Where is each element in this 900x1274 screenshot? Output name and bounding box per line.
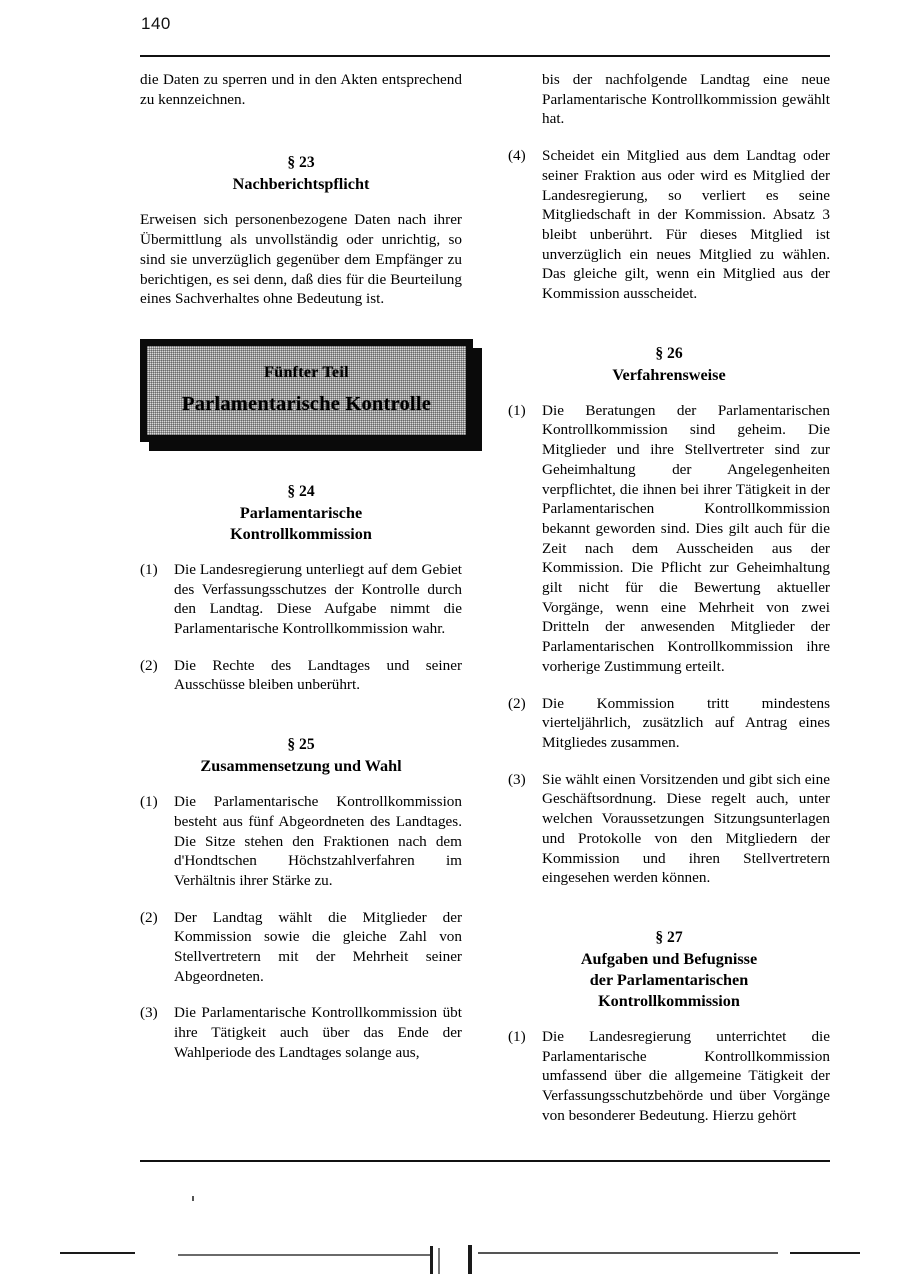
- item-marker: (1): [140, 560, 158, 578]
- section-25-item-2: [140, 908, 462, 987]
- section-heading-23: [140, 152, 462, 195]
- item-marker: (1): [140, 793, 158, 811]
- section-number-27: § 27: [655, 928, 683, 946]
- scan-artifact-line: [60, 1252, 135, 1254]
- section-title-26: Verfahrensweise: [612, 365, 726, 384]
- scan-artifact-line: [478, 1252, 778, 1254]
- right-column: [508, 70, 830, 1142]
- section-number-23: § 23: [287, 154, 315, 172]
- item-text: Die Beratungen der Parlamentarischen Kontrollkommission sind geheim. Die Mitglieder und ihre Stellvertreter sind zur Geheimhaltung der Angelegenheiten verpflichtet, die ihnen bei ihrer Tätigkeit in der Parlamentarischen Kontrollkommission bekannt geworden sind. Dies gilt auch für die Zeit nach dem Ausscheiden aus der Kommission. Die Pflicht zur Geheimhaltung gilt nicht für die Bewertung aktueller Vorgänge, wenn eine Mehrheit von zwei Dritteln der anwesenden Mitglieder der Parlamentarischen Kontrollkommission ihre vorherige Zustimmung erteilt.: [542, 401, 830, 675]
- section-26-item-1: [508, 401, 830, 677]
- item-marker: (2): [508, 694, 526, 712]
- item-text: Die Parlamentarische Kontrollkommission besteht aus fünf Abgeordneten des Landtages. Die Sitze stehen den Fraktionen nach dem d'Hondtschen Höchstzahlverfahren im Verhältnis ihrer Stärke zu.: [174, 793, 462, 889]
- item-marker: (2): [140, 908, 158, 926]
- spacer: [508, 321, 830, 343]
- footer-rule: [140, 1160, 830, 1162]
- section-25-item-4: [508, 146, 830, 304]
- item-marker: (3): [140, 1004, 158, 1022]
- item-text: Die Landesregierung unterliegt auf dem Gebiet des Verfassungsschutzes der Kontrolle durch den Landtag. Diese Aufgabe nimmt die Parlamentarische Kontrollkommission wahr.: [174, 560, 462, 638]
- part-title-box: [140, 339, 462, 451]
- continued-paragraph-left: die Daten zu sperren und in den Akten entsprechend zu kennzeichnen.: [140, 71, 462, 108]
- part-title-box-frame: [140, 339, 473, 442]
- item-text: Die Parlamentarische Kontrollkommission übt ihre Tätigkeit auch über das Ende der Wahlperiode des Landtages solange aus,: [174, 1004, 462, 1061]
- page-number: 140: [141, 14, 171, 33]
- section-heading-27: [508, 927, 830, 1012]
- section-heading-24: [140, 481, 462, 545]
- scan-artifact-mark: [468, 1245, 472, 1274]
- item-marker: (4): [508, 147, 526, 165]
- section-title-27-line-3: Kontrollkommission: [598, 991, 740, 1010]
- continued-paragraph-right: [508, 70, 830, 129]
- section-23-paragraph-1: Erweisen sich personenbezogene Daten nach ihrer Übermittlung als unvollständig oder unrichtig, so sind sie unverzüglich gegenüber dem Empfänger zu berichtigen, es sei denn, daß dies für die Beurteilung eines Sachverhaltes ohne Bedeutung ist.: [140, 211, 462, 308]
- part-title: Parlamentarische Kontrolle: [181, 393, 432, 416]
- item-text: Die Kommission tritt mindestens vierteljährlich, zusätzlich auf Antrag eines Mitgliedes zusammen.: [542, 694, 830, 751]
- left-column: [140, 70, 462, 1080]
- section-title-24-line-1: Parlamentarische: [239, 503, 363, 522]
- section-24-item-2: [140, 656, 462, 695]
- section-number-26: § 26: [655, 344, 683, 362]
- header-rule: [140, 55, 830, 57]
- section-title-23: Nachberichtspflicht: [232, 175, 370, 194]
- section-25-item-1: [140, 792, 462, 891]
- item-text: Die Rechte des Landtages und seiner Ausschüsse bleiben unberührt.: [174, 656, 462, 694]
- scan-artifact-speck: [192, 1196, 194, 1201]
- section-26-item-2: [508, 694, 830, 753]
- scan-artifact-line: [178, 1254, 433, 1256]
- section-26-item-3: [508, 770, 830, 888]
- spacer: [140, 712, 462, 734]
- item-marker: (3): [508, 770, 526, 788]
- item-text: bis der nachfolgende Landtag eine neue Parlamentarische Kontrollkommission gewählt hat.: [542, 71, 830, 128]
- section-title-24-line-2: Kontrollkommission: [230, 524, 372, 543]
- spacer: [508, 905, 830, 927]
- section-title-27-line-2: der Parlamentarischen: [589, 970, 749, 989]
- item-marker: (2): [140, 656, 158, 674]
- section-heading-25: [140, 734, 462, 777]
- item-marker: (1): [508, 401, 526, 419]
- scan-artifact-line: [790, 1252, 860, 1254]
- section-heading-26: [508, 343, 830, 386]
- item-text: Sie wählt einen Vorsitzenden und gibt sich eine Geschäftsordnung. Diese regelt auch, unter welchen Voraussetzungen Sitzungsunterlagen und Protokolle von den Mitgliedern der Kommission und ihren Stellvertretern eingesehen werden können.: [542, 770, 830, 887]
- section-number-25: § 25: [287, 736, 315, 754]
- section-title-25: Zusammensetzung und Wahl: [200, 757, 402, 776]
- scan-artifact-mark: [438, 1248, 440, 1274]
- item-marker: (1): [508, 1027, 526, 1045]
- section-25-item-3: [140, 1003, 462, 1062]
- section-24-item-1: [140, 560, 462, 639]
- item-text: Die Landesregierung unterrichtet die Parlamentarische Kontrollkommission umfassend über die allgemeine Tätigkeit der Verfassungsschutzbehörde und über Vorgänge von besonderer Bedeutung. Hierzu gehört: [542, 1027, 830, 1124]
- item-text: Der Landtag wählt die Mitglieder der Kommission sowie die gleiche Zahl von Stellvertretern mit der Mehrheit seiner Abgeordneten.: [174, 908, 462, 985]
- item-text: Scheidet ein Mitglied aus dem Landtag oder seiner Fraktion aus oder wird es Mitglied der Landesregierung, so verliert es seine Mitgliedschaft in der Kommission. Absatz 3 bleibt unberührt. Für dieses Mitglied ist unverzüglich ein neues Mitglied zu wählen. Das gleiche gilt, wenn ein Mitglied aus der Kommission ausscheidet.: [542, 147, 830, 303]
- section-number-24: § 24: [287, 482, 315, 500]
- section-title-27-line-1: Aufgaben und Befugnisse: [580, 949, 758, 968]
- scan-artifact-mark: [430, 1246, 433, 1274]
- section-27-item-1: [508, 1027, 830, 1126]
- part-label: Fünfter Teil: [264, 364, 349, 382]
- spacer: [140, 126, 462, 152]
